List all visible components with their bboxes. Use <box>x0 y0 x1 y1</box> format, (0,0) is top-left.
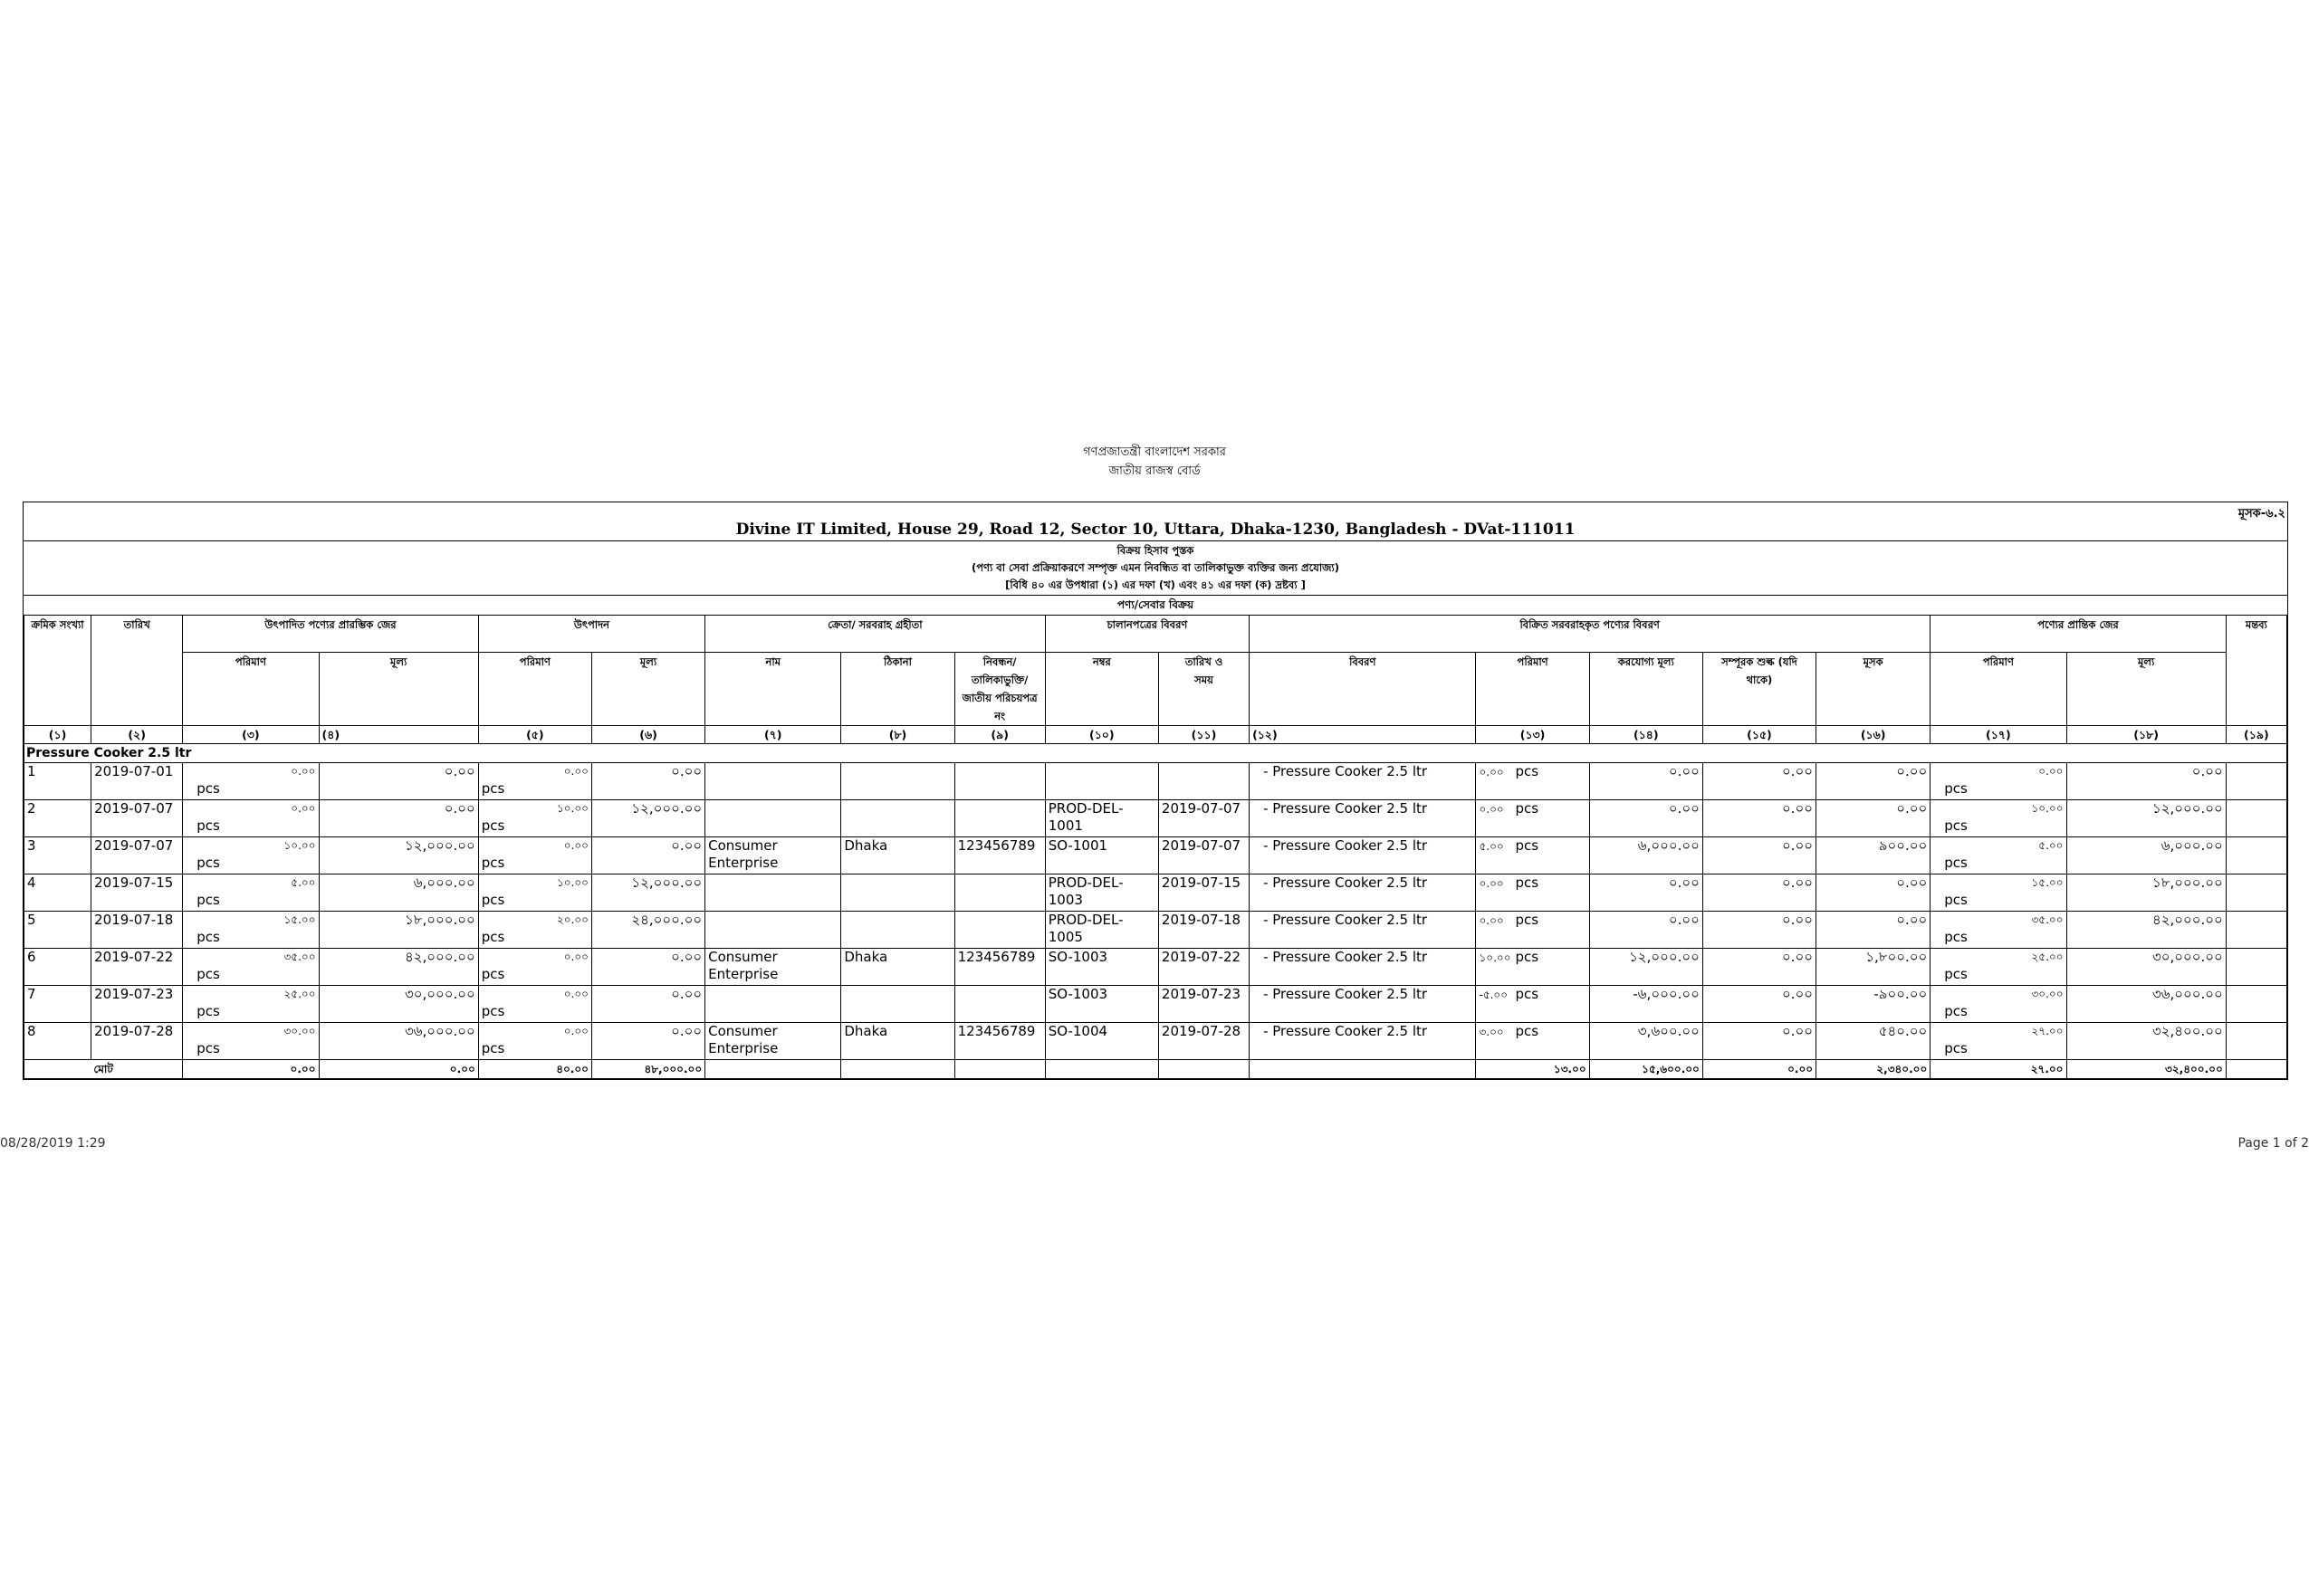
opening-qty-cell <box>183 949 319 986</box>
closing-qty-cell <box>1931 949 2066 986</box>
date-cell: 2019-07-01 <box>91 763 183 800</box>
unit-label: pcs <box>481 929 505 945</box>
opening-qty-cell <box>183 874 319 912</box>
buyer-reg-cell <box>954 986 1045 1023</box>
header-production-qty: পরিমাণ <box>478 653 591 726</box>
buyer-name-cell <box>705 800 841 837</box>
opening-value-cell: ৪২,০০০.০০ <box>319 949 478 986</box>
buyer-address-cell: Dhaka <box>841 837 954 874</box>
table-row <box>24 986 2287 1023</box>
supplementary-duty-cell: ০.০০ <box>1702 874 1816 912</box>
unit-label: pcs <box>1515 800 1539 817</box>
sold-qty-value: -৫.০০ <box>1479 989 1509 1001</box>
header-production: উৎপাদন <box>478 616 704 653</box>
table-row <box>24 763 2287 800</box>
closing-qty-cell-value: ০.০০ <box>2038 765 2064 778</box>
column-number: (১২) <box>1250 726 1476 744</box>
challan-number-cell: SO-1004 <box>1045 1023 1158 1060</box>
closing-value-cell: ৩০,০০০.০০ <box>2066 949 2226 986</box>
serial-cell: 3 <box>24 837 91 874</box>
supplementary-duty-cell: ০.০০ <box>1702 912 1816 949</box>
sold-qty-value: ০.০০ <box>1479 766 1504 779</box>
buyer-reg-cell <box>954 912 1045 949</box>
remarks-cell <box>2226 1023 2286 1060</box>
production-qty-value: ০.০০ <box>563 839 589 852</box>
sold-qty-value: ০.০০ <box>1479 803 1504 816</box>
remarks-cell <box>2226 837 2286 874</box>
challan-date-cell: 2019-07-22 <box>1158 949 1249 986</box>
opening-qty-cell-value: ৩০.০০ <box>283 1025 316 1037</box>
sold-qty-value: ৫.০০ <box>1479 840 1504 853</box>
company-header <box>24 502 2287 541</box>
remarks-cell <box>2226 874 2286 912</box>
total-sold-qty: ১৩.০০ <box>1476 1060 1589 1079</box>
opening-qty-cell-value: ০.০০ <box>291 765 316 778</box>
column-number: (১৯) <box>2226 726 2286 744</box>
taxable-value-cell: -৬,০০০.০০ <box>1589 986 1702 1023</box>
description-cell: - Pressure Cooker 2.5 ltr <box>1250 949 1476 986</box>
vat-cell: ০.০০ <box>1816 912 1931 949</box>
header-challan-number: নম্বর <box>1045 653 1158 726</box>
sold-qty-cell <box>1476 800 1589 837</box>
column-number: (৬) <box>591 726 704 744</box>
date-cell: 2019-07-18 <box>91 912 183 949</box>
serial-cell: 7 <box>24 986 91 1023</box>
opening-qty-cell-value: ১৫.০০ <box>283 913 316 926</box>
column-number: (৯) <box>954 726 1045 744</box>
opening-value-cell: ৩০,০০০.০০ <box>319 986 478 1023</box>
unit-label: pcs <box>1515 763 1539 779</box>
unit-label: pcs <box>196 780 220 797</box>
opening-qty-cell <box>183 912 319 949</box>
unit-label: pcs <box>1515 837 1539 854</box>
total-vat: ২,৩৪০.০০ <box>1816 1060 1931 1079</box>
opening-value-cell: ০.০০ <box>319 800 478 837</box>
production-qty-cell <box>478 986 591 1023</box>
buyer-reg-cell: 123456789 <box>954 949 1045 986</box>
government-name: গণপ্রজাতন্ত্রী বাংলাদেশ সরকার <box>1083 445 1226 459</box>
column-number: (১০) <box>1045 726 1158 744</box>
header-closing-value: মূল্য <box>2066 653 2226 726</box>
challan-date-cell: 2019-07-15 <box>1158 874 1249 912</box>
production-qty-cell <box>478 1023 591 1060</box>
production-qty-value: ০.০০ <box>563 1025 589 1037</box>
total-production-qty: ৪০.০০ <box>478 1060 591 1079</box>
opening-qty-cell <box>183 800 319 837</box>
description-cell: - Pressure Cooker 2.5 ltr <box>1250 874 1476 912</box>
serial-cell: 1 <box>24 763 91 800</box>
production-value-cell: ১২,০০০.০০ <box>591 874 704 912</box>
sales-table <box>24 616 2287 1079</box>
buyer-reg-cell: 123456789 <box>954 837 1045 874</box>
unit-label: pcs <box>196 855 220 871</box>
remarks-cell <box>2226 986 2286 1023</box>
challan-number-cell: PROD-DEL-1005 <box>1045 912 1158 949</box>
unit-label: pcs <box>196 892 220 908</box>
unit-label: pcs <box>1944 855 1968 871</box>
production-qty-value: ০.০০ <box>563 988 589 1000</box>
sold-qty-cell <box>1476 874 1589 912</box>
sold-qty-cell <box>1476 912 1589 949</box>
header-serial: ক্রমিক সংখ্যা <box>24 616 91 726</box>
opening-qty-cell-value: ৩৫.০০ <box>283 951 316 963</box>
challan-date-cell: 2019-07-23 <box>1158 986 1249 1023</box>
header-buyer-reg: নিবন্ধন/তালিকাভুক্তি/জাতীয় পরিচয়পত্র নং <box>954 653 1045 726</box>
table-row <box>24 874 2287 912</box>
report-title: বিক্রয় হিসাব পুস্তক <box>1116 544 1194 557</box>
buyer-name-cell: Consumer Enterprise <box>705 949 841 986</box>
closing-qty-cell-value: ১০.০০ <box>2031 802 2064 815</box>
unit-label: pcs <box>196 817 220 834</box>
challan-date-cell <box>1158 763 1249 800</box>
header-sold-goods: বিক্রিত সরবরাহকৃত পণ্যের বিবরণ <box>1250 616 1931 653</box>
sold-qty-cell <box>1476 763 1589 800</box>
column-number: (৩) <box>183 726 319 744</box>
unit-label: pcs <box>481 892 505 908</box>
header-closing-qty: পরিমাণ <box>1931 653 2066 726</box>
production-qty-value: ১০.০০ <box>556 802 589 815</box>
challan-number-cell: SO-1003 <box>1045 986 1158 1023</box>
description-cell: - Pressure Cooker 2.5 ltr <box>1250 986 1476 1023</box>
production-value-cell: ১২,০০০.০০ <box>591 800 704 837</box>
unit-label: pcs <box>481 817 505 834</box>
production-value-cell: ০.০০ <box>591 986 704 1023</box>
vat-cell: -৯০০.০০ <box>1816 986 1931 1023</box>
challan-date-cell: 2019-07-07 <box>1158 837 1249 874</box>
header-taxable-value: করযোগ্য মূল্য <box>1589 653 1702 726</box>
closing-qty-cell-value: ৫.০০ <box>2038 839 2064 852</box>
header-closing-balance: পণ্যের প্রান্তিক জের <box>1931 616 2227 653</box>
table-row <box>24 949 2287 986</box>
opening-qty-cell <box>183 986 319 1023</box>
opening-qty-cell-value: ১০.০০ <box>283 839 316 852</box>
serial-cell: 2 <box>24 800 91 837</box>
totals-label: মোট <box>24 1060 183 1079</box>
closing-qty-cell <box>1931 912 2066 949</box>
serial-cell: 6 <box>24 949 91 986</box>
closing-qty-cell <box>1931 800 2066 837</box>
column-number: (১৫) <box>1702 726 1816 744</box>
column-number: (১৭) <box>1931 726 2066 744</box>
production-qty-cell <box>478 949 591 986</box>
header-buyer-address: ঠিকানা <box>841 653 954 726</box>
closing-value-cell: ৩৬,০০০.০০ <box>2066 986 2226 1023</box>
unit-label: pcs <box>196 966 220 982</box>
unit-label: pcs <box>1515 912 1539 928</box>
header-production-value: মূল্য <box>591 653 704 726</box>
challan-number-cell: PROD-DEL-1001 <box>1045 800 1158 837</box>
opening-qty-cell <box>183 1023 319 1060</box>
date-cell: 2019-07-07 <box>91 800 183 837</box>
serial-cell: 5 <box>24 912 91 949</box>
column-number: (১৩) <box>1476 726 1589 744</box>
header-sold-qty: পরিমাণ <box>1476 653 1589 726</box>
sales-register-report <box>23 502 2288 1080</box>
closing-qty-cell-value: ৩৫.০০ <box>2031 913 2064 926</box>
closing-value-cell: ০.০০ <box>2066 763 2226 800</box>
supplementary-duty-cell: ০.০০ <box>1702 800 1816 837</box>
challan-number-cell: SO-1003 <box>1045 949 1158 986</box>
remarks-cell <box>2226 912 2286 949</box>
buyer-name-cell <box>705 874 841 912</box>
supplementary-duty-cell: ০.০০ <box>1702 986 1816 1023</box>
vat-cell: ০.০০ <box>1816 763 1931 800</box>
date-cell: 2019-07-15 <box>91 874 183 912</box>
closing-qty-cell <box>1931 986 2066 1023</box>
taxable-value-cell: ৩,৬০০.০০ <box>1589 1023 1702 1060</box>
unit-label: pcs <box>1944 780 1968 797</box>
taxable-value-cell: ০.০০ <box>1589 912 1702 949</box>
sold-qty-value: ১০.০০ <box>1479 951 1511 964</box>
sold-qty-value: ৩.০০ <box>1479 1026 1504 1038</box>
buyer-address-cell <box>841 763 954 800</box>
unit-label: pcs <box>1944 1003 1968 1019</box>
header-opening-value: মূল্য <box>319 653 478 726</box>
unit-label: pcs <box>481 1003 505 1019</box>
table-row <box>24 800 2287 837</box>
sold-qty-cell <box>1476 986 1589 1023</box>
buyer-address-cell <box>841 986 954 1023</box>
buyer-address-cell <box>841 912 954 949</box>
unit-label: pcs <box>196 1003 220 1019</box>
header-date: তারিখ <box>91 616 183 726</box>
board-name: জাতীয় রাজস্ব বোর্ড <box>1108 464 1201 478</box>
unit-label: pcs <box>1515 949 1539 965</box>
date-cell: 2019-07-07 <box>91 837 183 874</box>
header-challan: চালানপত্রের বিবরণ <box>1045 616 1249 653</box>
totals-row <box>24 1060 2287 1079</box>
unit-label: pcs <box>196 1040 220 1056</box>
supplementary-duty-cell: ০.০০ <box>1702 949 1816 986</box>
report-subtitle-block <box>24 541 2287 596</box>
description-cell: - Pressure Cooker 2.5 ltr <box>1250 912 1476 949</box>
production-qty-cell <box>478 912 591 949</box>
column-number: (১) <box>24 726 91 744</box>
production-qty-cell <box>478 763 591 800</box>
vat-cell: ০.০০ <box>1816 874 1931 912</box>
description-cell: - Pressure Cooker 2.5 ltr <box>1250 1023 1476 1060</box>
challan-date-cell: 2019-07-18 <box>1158 912 1249 949</box>
form-code: মূসক-৬.২ <box>2237 507 2285 521</box>
buyer-name-cell: Consumer Enterprise <box>705 837 841 874</box>
total-opening-qty: ০.০০ <box>183 1060 319 1079</box>
production-qty-value: ০.০০ <box>563 765 589 778</box>
product-group-row <box>24 744 2287 763</box>
sold-qty-cell <box>1476 1023 1589 1060</box>
header-supplementary-duty: সম্পূরক শুল্ক (যদি থাকে) <box>1702 653 1816 726</box>
closing-qty-cell-value: ১৫.০০ <box>2031 876 2064 889</box>
supplementary-duty-cell: ০.০০ <box>1702 837 1816 874</box>
total-closing-value: ৩২,৪০০.০০ <box>2066 1060 2226 1079</box>
buyer-address-cell <box>841 874 954 912</box>
sold-qty-cell <box>1476 949 1589 986</box>
production-value-cell: ২৪,০০০.০০ <box>591 912 704 949</box>
column-number: (৮) <box>841 726 954 744</box>
closing-value-cell: ৩২,৪০০.০০ <box>2066 1023 2226 1060</box>
description-cell: - Pressure Cooker 2.5 ltr <box>1250 837 1476 874</box>
section-title: পণ্য/সেবার বিক্রয় <box>24 596 2287 616</box>
opening-value-cell: ১২,০০০.০০ <box>319 837 478 874</box>
serial-cell: 4 <box>24 874 91 912</box>
serial-cell: 8 <box>24 1023 91 1060</box>
production-qty-cell <box>478 837 591 874</box>
table-row <box>24 837 2287 874</box>
header-challan-date: তারিখ ও সময় <box>1158 653 1249 726</box>
challan-date-cell: 2019-07-28 <box>1158 1023 1249 1060</box>
total-supplementary-duty: ০.০০ <box>1702 1060 1816 1079</box>
unit-label: pcs <box>1944 817 1968 834</box>
buyer-name-cell <box>705 912 841 949</box>
production-qty-value: ০.০০ <box>563 951 589 963</box>
closing-value-cell: ৪২,০০০.০০ <box>2066 912 2226 949</box>
unit-label: pcs <box>1515 874 1539 891</box>
production-qty-value: ১০.০০ <box>556 876 589 889</box>
vat-cell: ০.০০ <box>1816 800 1931 837</box>
header-opening-qty: পরিমাণ <box>183 653 319 726</box>
unit-label: pcs <box>481 780 505 797</box>
column-number-row <box>24 726 2287 744</box>
header-description: বিবরণ <box>1250 653 1476 726</box>
closing-value-cell: ১২,০০০.০০ <box>2066 800 2226 837</box>
supplementary-duty-cell: ০.০০ <box>1702 1023 1816 1060</box>
header-opening-balance: উৎপাদিত পণ্যের প্রারম্ভিক জের <box>183 616 479 653</box>
buyer-reg-cell <box>954 800 1045 837</box>
total-closing-qty: ২৭.০০ <box>1931 1060 2066 1079</box>
vat-cell: ৫৪০.০০ <box>1816 1023 1931 1060</box>
opening-value-cell: ১৮,০০০.০০ <box>319 912 478 949</box>
production-value-cell: ০.০০ <box>591 949 704 986</box>
buyer-reg-cell <box>954 874 1045 912</box>
unit-label: pcs <box>481 1040 505 1056</box>
column-number: (১৪) <box>1589 726 1702 744</box>
buyer-reg-cell <box>954 763 1045 800</box>
closing-qty-cell-value: ২৫.০০ <box>2031 951 2064 963</box>
date-cell: 2019-07-23 <box>91 986 183 1023</box>
challan-number-cell <box>1045 763 1158 800</box>
date-cell: 2019-07-22 <box>91 949 183 986</box>
unit-label: pcs <box>1944 892 1968 908</box>
taxable-value-cell: ১২,০০০.০০ <box>1589 949 1702 986</box>
closing-qty-cell <box>1931 1023 2066 1060</box>
production-value-cell: ০.০০ <box>591 763 704 800</box>
production-value-cell: ০.০০ <box>591 1023 704 1060</box>
total-taxable-value: ১৫,৬০০.০০ <box>1589 1060 1702 1079</box>
sold-qty-value: ০.০০ <box>1479 877 1504 890</box>
unit-label: pcs <box>1515 986 1539 1002</box>
column-number: (৫) <box>478 726 591 744</box>
buyer-name-cell <box>705 763 841 800</box>
remarks-cell <box>2226 800 2286 837</box>
production-value-cell: ০.০০ <box>591 837 704 874</box>
header-remarks: মন্তব্য <box>2226 616 2286 726</box>
header-row-columns <box>24 653 2287 726</box>
report-rule-reference: [বিধি ৪০ এর উপধারা (১) এর দফা (খ) এবং ৪১ এর দফা (ক) দ্রষ্টব্য ] <box>1005 578 1306 591</box>
buyer-name-cell: Consumer Enterprise <box>705 1023 841 1060</box>
opening-qty-cell-value: ০.০০ <box>291 802 316 815</box>
buyer-address-cell <box>841 800 954 837</box>
column-number: (৭) <box>705 726 841 744</box>
buyer-address-cell: Dhaka <box>841 1023 954 1060</box>
unit-label: pcs <box>481 855 505 871</box>
closing-qty-cell <box>1931 874 2066 912</box>
column-number: (১৬) <box>1816 726 1931 744</box>
closing-qty-cell <box>1931 837 2066 874</box>
table-row <box>24 1023 2287 1060</box>
total-opening-value: ০.০০ <box>319 1060 478 1079</box>
sold-qty-value: ০.০০ <box>1479 914 1504 927</box>
description-cell: - Pressure Cooker 2.5 ltr <box>1250 763 1476 800</box>
date-cell: 2019-07-28 <box>91 1023 183 1060</box>
buyer-address-cell: Dhaka <box>841 949 954 986</box>
report-applicability: (পণ্য বা সেবা প্রক্রিয়াকরণে সম্পৃক্ত এমন নিবন্ধিত বা তালিকাভুক্ত ব্যক্তির জন্য প্রযোজ্য) <box>971 561 1340 574</box>
opening-qty-cell-value: ২৫.০০ <box>283 988 316 1000</box>
supplementary-duty-cell: ০.০০ <box>1702 763 1816 800</box>
opening-value-cell: ৬,০০০.০০ <box>319 874 478 912</box>
opening-value-cell: ৩৬,০০০.০০ <box>319 1023 478 1060</box>
closing-value-cell: ৬,০০০.০০ <box>2066 837 2226 874</box>
production-qty-cell <box>478 874 591 912</box>
closing-qty-cell-value: ৩০.০০ <box>2031 988 2064 1000</box>
production-qty-cell <box>478 800 591 837</box>
header-row-groups <box>24 616 2287 653</box>
opening-qty-cell-value: ৫.০০ <box>291 876 316 889</box>
opening-value-cell: ০.০০ <box>319 763 478 800</box>
unit-label: pcs <box>196 929 220 945</box>
challan-date-cell: 2019-07-07 <box>1158 800 1249 837</box>
challan-number-cell: PROD-DEL-1003 <box>1045 874 1158 912</box>
production-qty-value: ২০.০০ <box>556 913 589 926</box>
remarks-cell <box>2226 763 2286 800</box>
column-number: (৪) <box>319 726 478 744</box>
column-number: (২) <box>91 726 183 744</box>
opening-qty-cell <box>183 837 319 874</box>
vat-cell: ১,৮০০.০০ <box>1816 949 1931 986</box>
opening-qty-cell <box>183 763 319 800</box>
total-production-value: ৪৮,০০০.০০ <box>591 1060 704 1079</box>
taxable-value-cell: ৬,০০০.০০ <box>1589 837 1702 874</box>
unit-label: pcs <box>1515 1023 1539 1039</box>
vat-cell: ৯০০.০০ <box>1816 837 1931 874</box>
header-buyer-name: নাম <box>705 653 841 726</box>
description-cell: - Pressure Cooker 2.5 ltr <box>1250 800 1476 837</box>
unit-label: pcs <box>1944 929 1968 945</box>
page-indicator: Page 1 of 2 <box>2237 1136 2309 1151</box>
closing-value-cell: ১৮,০০০.০০ <box>2066 874 2226 912</box>
buyer-name-cell <box>705 986 841 1023</box>
unit-label: pcs <box>1944 966 1968 982</box>
remarks-cell <box>2226 949 2286 986</box>
taxable-value-cell: ০.০০ <box>1589 800 1702 837</box>
product-group-name: Pressure Cooker 2.5 ltr <box>24 744 2287 763</box>
company-name: Divine IT Limited, House 29, Road 12, Sector 10, Uttara, Dhaka-1230, Bangladesh - DVat-111011 <box>735 521 1576 539</box>
taxable-value-cell: ০.০০ <box>1589 874 1702 912</box>
closing-qty-cell-value: ২৭.০০ <box>2031 1025 2064 1037</box>
column-number: (১১) <box>1158 726 1249 744</box>
sold-qty-cell <box>1476 837 1589 874</box>
buyer-reg-cell: 123456789 <box>954 1023 1045 1060</box>
taxable-value-cell: ০.০০ <box>1589 763 1702 800</box>
unit-label: pcs <box>1944 1040 1968 1056</box>
header-buyer: ক্রেতা/ সরবরাহ গ্রহীতা <box>705 616 1046 653</box>
column-number: (১৮) <box>2066 726 2226 744</box>
challan-number-cell: SO-1001 <box>1045 837 1158 874</box>
print-datetime: 08/28/2019 1:29 <box>0 1136 106 1151</box>
unit-label: pcs <box>481 966 505 982</box>
header-vat: মূসক <box>1816 653 1931 726</box>
closing-qty-cell <box>1931 763 2066 800</box>
table-row <box>24 912 2287 949</box>
